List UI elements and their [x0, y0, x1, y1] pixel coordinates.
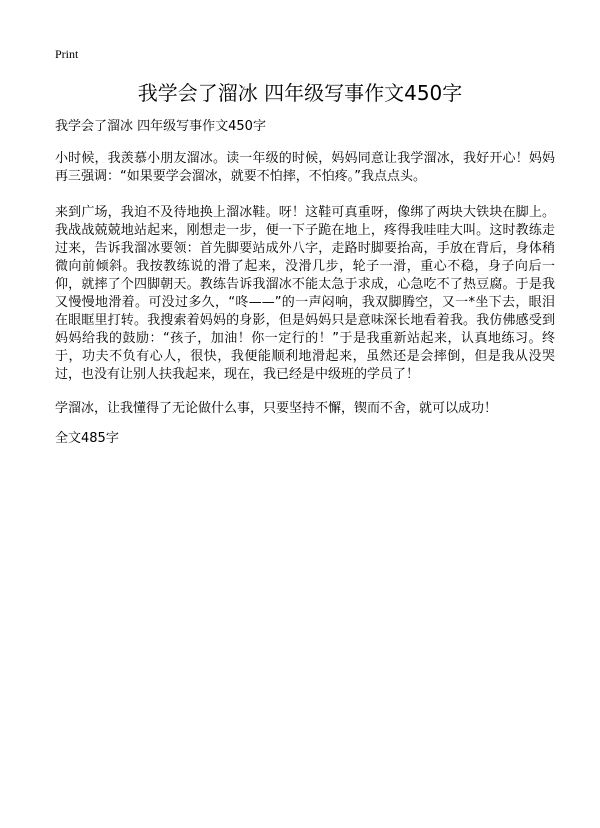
print-link[interactable]: Print — [55, 47, 79, 61]
paragraph-2: 来到广场，我迫不及待地换上溜冰鞋。呀！这鞋可真重呀，像绑了两块大铁块在脚上。我战战兢兢地站起来，刚想走一步，便一下子跪在地上，疼得我哇哇大叫。这时教练走过来，告诉我溜冰要领：首先脚要站成外八字，走路时脚要抬高，手放在背后，身体稍微向前倾斜。我按教练说的滑了起来，没滑几步，轮子一滑，重心不稳，身子向后一仰，就摔了个四脚朝天。教练告诉我溜冰不能太急于求成，心急吃不了热豆腐。于是我又慢慢地滑着。可没过多久，“咚——”的一声闷响，我双脚腾空，又一*坐下去，眼泪在眼眶里打转。我搜索着妈妈的身影，但是妈妈只是意味深长地看着我。我仿佛感受到妈妈给我的鼓励：“孩子，加油！你一定行的！”于是我重新站起来，认真地练习。终于，功夫不负有心人，很快，我便能顺利地滑起来，虽然还是会摔倒，但是我从没哭过，也没有让别人扶我起来，现在，我已经是中级班的学员了！ — [55, 205, 555, 382]
word-count: 全文485字 — [55, 431, 119, 446]
article-title: 我学会了溜冰 四年级写事作文450字 — [137, 81, 463, 105]
article-body — [55, 118, 555, 460]
paragraph-1: 小时候，我羡慕小朋友溜冰。读一年级的时候，妈妈同意让我学溜冰，我好开心！妈妈再三强调：“如果要学会溜冰，就要不怕摔，不怕疼。”我点点头。 — [55, 151, 555, 184]
article-subtitle: 我学会了溜冰 四年级写事作文450字 — [55, 119, 266, 134]
paragraph-3: 学溜冰，让我懂得了无论做什么事，只要坚持不懈，锲而不舍，就可以成功！ — [55, 401, 498, 416]
